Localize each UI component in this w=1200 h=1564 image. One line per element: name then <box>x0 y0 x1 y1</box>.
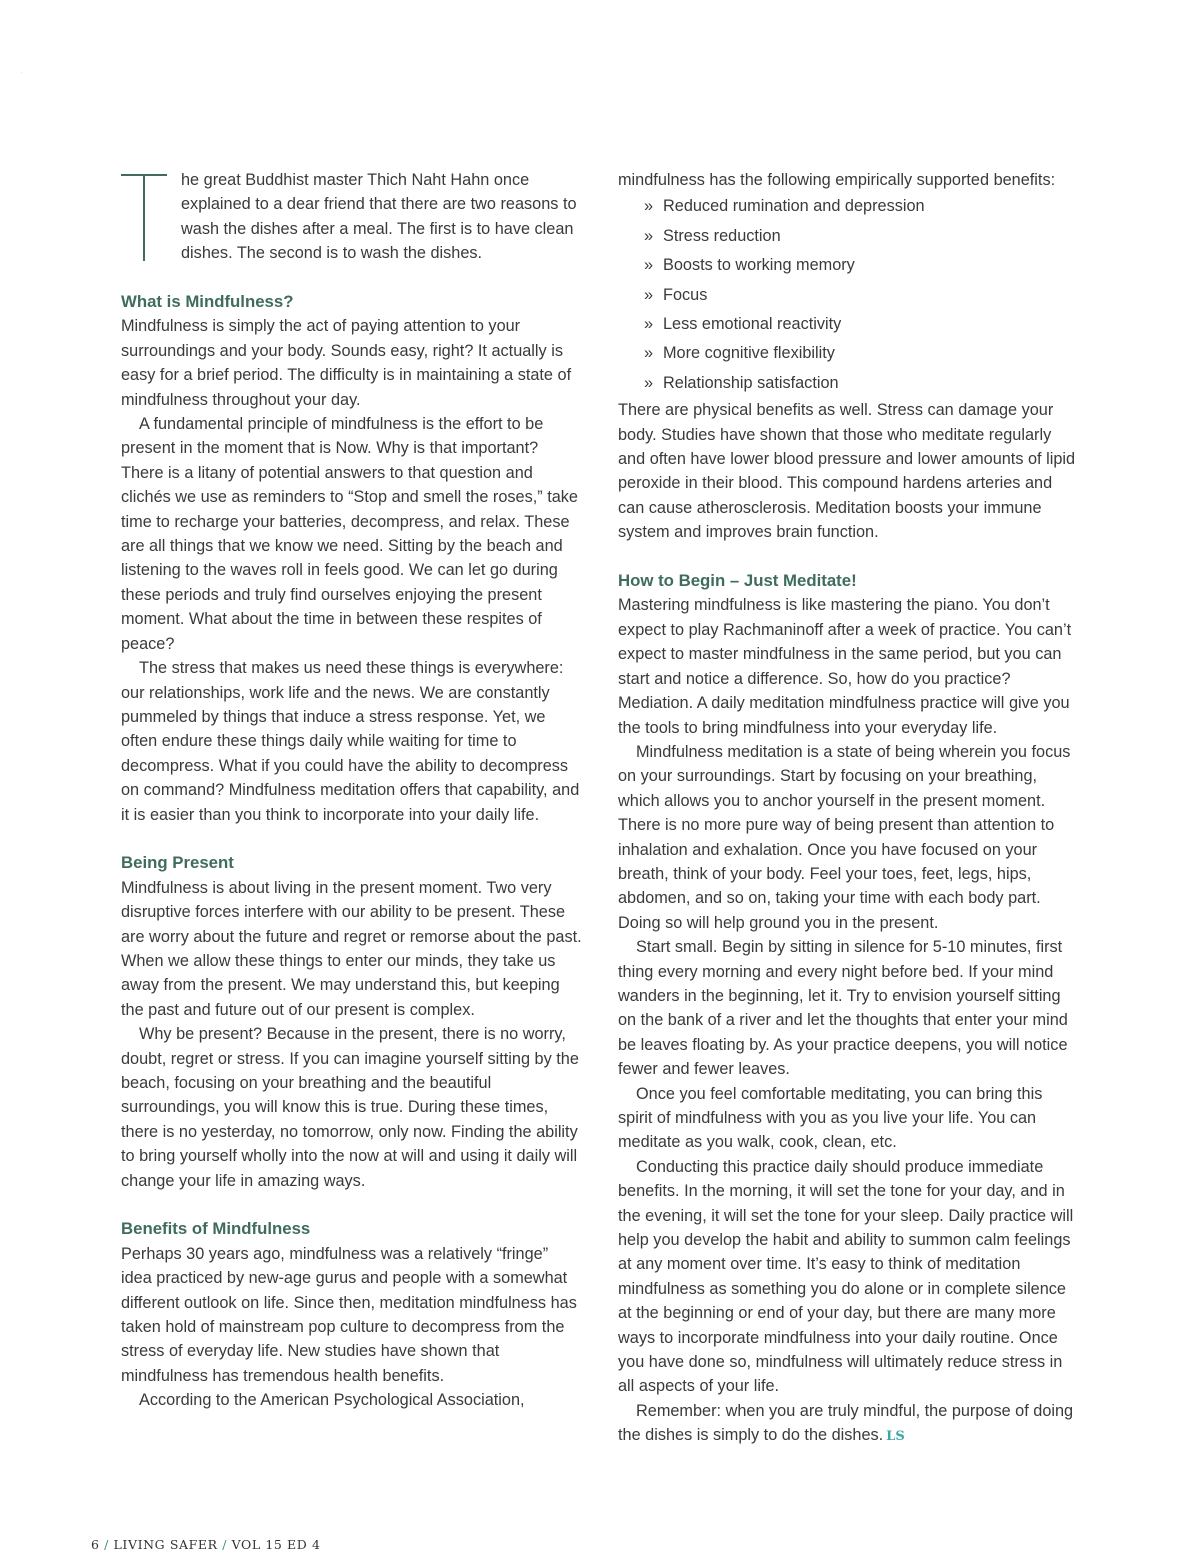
paragraph-continued: mindfulness has the following empirically supported benefits: <box>618 171 1056 189</box>
svg-text:T: T <box>21 73 22 74</box>
bullet-icon: » <box>644 315 654 334</box>
heading-benefits-of-mindfulness: Benefits of Mindfulness <box>121 1219 311 1239</box>
paragraph: Perhaps 30 years ago, mindfulness was a relatively “fringe” idea practiced by new-age gurus and people with a somewhat different outlook on life. Since then, meditation mindfulness has taken hold of mainstream pop culture to decompress from the stress of everyday life. New studies have shown that mindfulness has tremendous health benefits. <box>121 1244 577 1385</box>
paragraph: Why be present? Because in the present, there is no worry, doubt, regret or stress. If you can imagine yourself sitting by the beach, focusing on your breathing and the beautiful surroundings, you will know this is true. During these times, there is no yesterday, no tomorrow, only now. Finding the ability to bring yourself wholly into the now at will and using it daily will change your life in amazing ways. <box>121 1025 579 1190</box>
list-item: » Focus <box>644 281 1080 310</box>
page-number: 6 <box>91 1537 100 1552</box>
bullet-icon: » <box>644 285 654 304</box>
paragraph: There are physical benefits as well. Stress can damage your body. Studies have shown that those who meditate regularly and often have lower blood pressure and lower amounts of lipid peroxide in their blood. This compound hardens arteries and can cause atherosclerosis. Meditation boosts your immune system and improves brain function. <box>618 401 1076 542</box>
paragraph: Mindfulness is about living in the present moment. Two very disruptive forces interfere with our ability to be present. These are worry about the future and regret or remorse about the past. When we allow these things to enter our minds, they take us away from the present. We may understand this, but keeping the past and future out of our present is complex. <box>121 878 582 1019</box>
intro-text: he great Buddhist master Thich Naht Hahn once explained to a dear friend that there are two reasons to wash the dishes after a meal. The first is to have clean dishes. The second is to wash the dishes. <box>181 171 577 263</box>
heading-what-is-mindfulness: What is Mindfulness? <box>121 292 294 312</box>
drop-cap-t <box>21 73 167 261</box>
paragraph: Mindfulness is simply the act of paying attention to your surroundings and your body. Sounds easy, right? It actually is easy for a brief period. The difficulty is in maintaining a state of mindfulness throughout your day. <box>121 317 572 409</box>
left-column <box>21 73 583 1413</box>
footer-separator: / <box>222 1537 228 1552</box>
publication-name: LIVING SAFER <box>113 1537 218 1552</box>
end-mark-icon: LS <box>886 1429 905 1445</box>
list-item: » More cognitive flexibility <box>644 339 1080 368</box>
closing-paragraph: Remember: when you are truly mindful, the purpose of doing the dishes is simply to do the dishes. LS <box>618 1401 1074 1445</box>
paragraph: A fundamental principle of mindfulness is the effort to be present in the moment that is Now. Why is that important? There is a litany of potential answers to that question and clichés we use as reminders to “Stop and smell the roses,” take time to recharge your batteries, decompress, and relax. These are all things that we know we need. Sitting by the beach and listening to the waves roll in feels good. We can let go during these periods and truly find ourselves enjoying the present moment. What about the time in between these respites of peace? <box>121 415 578 653</box>
paragraph: Start small. Begin by sitting in silence for 5-10 minutes, first thing every morning and every night before bed. If your mind wanders in the beginning, let it. Try to envision yourself sitting on the bank of a river and let the thoughts that enter your mind be leaves floating by. As your practice deepens, you will notice fewer and fewer leaves. <box>618 938 1068 1079</box>
bullet-icon: » <box>644 226 654 245</box>
right-column <box>618 168 1080 1450</box>
paragraph: Conducting this practice daily should produce immediate benefits. In the morning, it will set the tone for your day, and in the evening, it will set the tone for your sleep. Daily practice will help you develop the habit and ability to summon calm feelings at any moment over time. It’s easy to think of meditation mindfulness as something you do alone or in complete silence at the beginning or end of your day, but there are many more ways to incorporate mindfulness into your daily routine. Once you have done so, mindfulness will ultimately reduce stress in all aspects of your life. <box>618 1157 1074 1396</box>
bullet-icon: » <box>644 344 654 363</box>
list-item: » Relationship satisfaction <box>644 369 1080 398</box>
list-item: » Stress reduction <box>644 222 1080 251</box>
paragraph: The stress that makes us need these things is everywhere: our relationships, work life and the news. We are constantly pummeled by things that induce a stress response. Yet, we often endure these things daily while waiting for time to decompress. What if you could have the ability to decompress on command? Mindfulness meditation offers that capability, and it is easier than you think to incorporate into your daily life. <box>121 659 580 824</box>
list-item: » Less emotional reactivity <box>644 310 1080 339</box>
bullet-icon: » <box>644 197 654 216</box>
bullet-icon: » <box>644 256 654 275</box>
paragraph: Once you feel comfortable meditating, you can bring this spirit of mindfulness with you as you live your life. You can meditate as you walk, cook, clean, etc. <box>618 1084 1043 1152</box>
intro-paragraph <box>21 73 583 266</box>
bullet-icon: » <box>644 373 654 392</box>
heading-being-present: Being Present <box>121 853 234 873</box>
paragraph: Mastering mindfulness is like mastering the piano. You don’t expect to play Rachmaninoff after a week of practice. You can’t expect to master mindfulness in the same period, but you can start and notice a difference. So, how do you practice? Mediation. A daily meditation mindfulness practice will give you the tools to bring mindfulness into your everyday life. <box>618 596 1072 737</box>
benefits-list <box>618 192 1080 398</box>
list-item: » Boosts to working memory <box>644 251 1080 280</box>
page-footer <box>91 1537 321 1552</box>
list-item: » Reduced rumination and depression <box>644 192 1080 221</box>
paragraph: According to the American Psychological Association, <box>139 1391 525 1410</box>
volume-edition: VOL 15 ED 4 <box>231 1537 321 1552</box>
paragraph: Mindfulness meditation is a state of being wherein you focus on your surroundings. Start by focusing on your breathing, which allows you to anchor yourself in the present moment. There is no more pure way of being present than attention to inhalation and exhalation. Once you have focused on your breath, think of your body. Feel your toes, feet, legs, hips, abdomen, and so on, taking your time with each body part. Doing so will help ground you in the present. <box>618 742 1071 932</box>
heading-how-to-begin: How to Begin – Just Meditate! <box>618 571 857 591</box>
footer-separator: / <box>104 1537 109 1552</box>
